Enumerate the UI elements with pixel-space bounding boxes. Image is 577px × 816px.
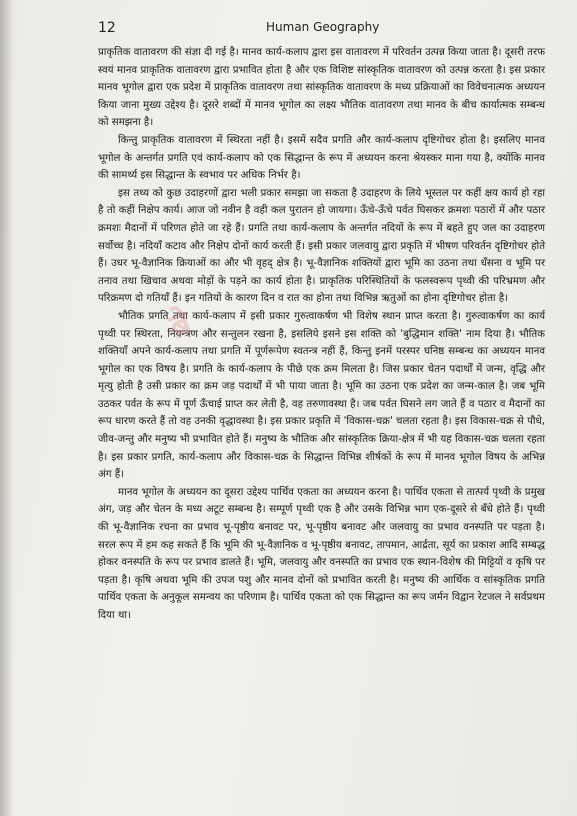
paragraph-5: मानव भूगोल के अध्ययन का दूसरा उद्देश्य पार्थिव एकता का अध्ययन करना है। पार्थिव एकता से तात्पर्य पृथ्वी के प्रमुख अंग, जड़ और चेतन के मध्य अटूट सम्बन्ध है। सम्पूर्ण पृथ्वी एक है और उसके विभिन्न भाग एक-दूसरे से बँधे होते हैं। पृथ्वी की भू-वैज्ञानिक रचना का प्रभाव भू-पृष्ठीय बनावट पर, भू-पृष्ठीय बनावट और जलवायु का प्रभाव वनस्पति पर पड़ता है। सरल रूप में हम कह सकते हैं कि भूमि की भू-वैज्ञानिक व भू-पृष्ठीय बनावट, तापमान, आर्द्रता, सूर्य का प्रकाश आदि सम्बद्ध होकर वनस्पति के रूप पर प्रभाव डालते हैं। भूमि, जलवायु और वनस्पति का प्रभाव एक स्थान-विशेष की मिट्टियों व कृषि पर पड़ता है। कृषि अथवा भूमि की उपज पशु और मानव दोनों को प्रभावित करती है। मनुष्य की आर्थिक व सांस्कृतिक प्रगति पार्थिव एकता के अनुकूल समन्वय का परिणाम है। पार्थिव एकता को एक सिद्धान्त का रूप जर्मन विद्वान रेटजल ने सर्वप्रथम दिया था। [98, 486, 545, 621]
body-text [98, 44, 545, 625]
paragraph-4: भौतिक प्रगति तथा कार्य-कलाप में इसी प्रकार गुरुत्वाकर्षण भी विशेष स्थान प्राप्त करता है। गुरुत्वाकर्षण का कार्य पृथ्वी पर स्थिरता, नियन्त्रण और सन्तुलन रखना है, इसलिये इसने इस शक्ति को 'बुद्धिमान शक्ति' नाम दिया है। भौतिक शक्तियाँ अपने कार्य-कलाप तथा प्रगति में पूर्णरूपेण स्वतन्त्र नहीं हैं, किन्तु इनमें परस्पर घनिष्ठ सम्बन्ध का अध्ययन मानव भूगोल का एक विषय है। प्रगति के कार्य-कलाप के पीछे एक क्रम मिलता है। जिस प्रकार चेतन पदार्थों में जन्म, वृद्धि और मृत्यु होती है उसी प्रकार का क्रम जड़ पदार्थों में भी पाया जाता है। भूमि का उठना एक प्रदेश का जन्म-काल है। जब भूमि उठकर पर्वत के रूप में पूर्ण ऊँचाई प्राप्त कर लेती है, वह तरुणावस्था है। जब पर्वत घिसने लग जाते हैं व पठार व मैदानों का रूप धारण करते हैं तो वह उनकी वृद्धावस्था है। इस प्रकार प्रकृति में 'विकास-चक्र' चलता रहता है। इस विकास-चक्र से पौधे, जीव-जन्तु और मनुष्य भी प्रभावित होते हैं। मनुष्य के भौतिक और सांस्कृतिक क्रिया-क्षेत्र में भी यह विकास-चक्र चलता रहता है। इस प्रकार प्रगति, कार्य-कलाप और विकास-चक्र के सिद्धान्त विभिन्न शीर्षकों के रूप में मानव भूगोल विषय के अभिन्न अंग हैं। [98, 310, 545, 481]
page-number: 12 [98, 20, 116, 36]
paragraph-1: प्राकृतिक वातावरण की संज्ञा दी गई है। मानव कार्य-कलाप द्वारा इस वातावरण में परिवर्तन उत्पन्न किया जाता है। दूसरी तरफ स्वयं मानव प्राकृतिक वातावरण द्वारा प्रभावित होता है और एक विशिष्ट सांस्कृतिक वातावरण को उत्पन्न करता है। इस प्रकार मानव भूगोल द्वारा एक प्रदेश में प्राकृतिक वातावरण तथा सांस्कृतिक वातावरण के मध्य प्रक्रियाओं का विवेचनात्मक अध्ययन किया जाना मुख्य उद्देश्य है। दूसरे शब्दों में मानव भूगोल का लक्ष्य भौतिक वातावरण तथा मानव के बीच कार्यात्मक सम्बन्ध को समझना है। [98, 47, 545, 129]
page-header [98, 20, 545, 42]
watermark-stamp: ब्रे [164, 302, 199, 348]
paragraph-3: इस तथ्य को कुछ उदाहरणों द्वारा भली प्रकार समझा जा सकता है उदाहरण के लिये भूस्तल पर कहीं क्षय कार्य हो रहा है तो कहीं निक्षेप कार्य। आज जो नवीन है वही कल पुरातन हो जायगा। ऊँचे-ऊँचे पर्वत घिसकर क्रमशः पठारों में और पठार क्रमशः मैदानों में परिणत होते जा रहे हैं। प्रगति तथा कार्य-कलाप के अन्तर्गत नदियों के रूप में बहते हुए जल का उदाहरण सर्वोच्च है। नदियाँ कटाव और निक्षेप दोनों कार्य करती हैं। इसी प्रकार जलवायु द्वारा प्रकृति में भीषण परिवर्तन दृष्टिगोचर होते हैं। उधर भू-वैज्ञानिक क्रियाओं का और भी वृहद् क्षेत्र है। भू-वैज्ञानिक शक्तियों द्वारा भूमि का उठना तथा धँसना व भूमि पर तनाव तथा खिचाव अथवा मोड़ों के पड़ने का कार्य होता है। प्राकृतिक परिस्थितियों के फलस्वरूप पृथ्वी की परिभ्रमण और परिक्रमण दो गतियाँ हैं। इन गतियों के कारण दिन व रात का होना तथा विभिन्न ऋतुओं का होना दृष्टिगोचर होता है। [98, 187, 545, 305]
running-head: Human Geography [266, 20, 380, 34]
page-fold-shadow [0, 0, 14, 816]
paragraph-2: किन्तु प्राकृतिक वातावरण में स्थिरता नहीं है। इसमें सदैव प्रगति और कार्य-कलाप दृष्टिगोचर होता है। इसलिए मानव भूगोल के अन्तर्गत प्रगति एवं कार्य-कलाप को एक सिद्धान्त के रूप में अध्ययन करना श्रेयस्कर माना गया है, क्योंकि मानव की सामर्थ्य इस सिद्धान्त के स्वभाव पर अधिक निर्भर है। [98, 134, 545, 182]
